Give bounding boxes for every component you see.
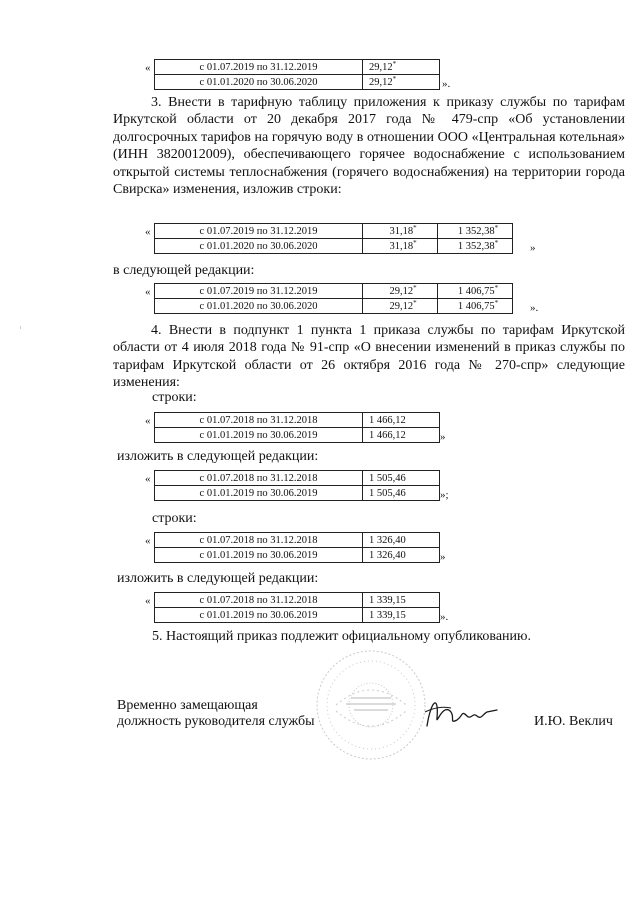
scan-mark — [20, 326, 21, 329]
value-cell: 31,18* — [363, 239, 438, 254]
table-row — [155, 284, 513, 299]
table-row — [155, 548, 440, 563]
new-edition-label: в следующей редакции: — [113, 263, 255, 278]
close-quote: ». — [442, 78, 451, 90]
close-quote: »; — [440, 489, 449, 501]
value-cell: 1 466,12 — [363, 428, 440, 443]
table-row — [155, 533, 440, 548]
period-cell: с 01.07.2018 по 31.12.2018 — [155, 593, 363, 608]
period-cell: с 01.07.2018 по 31.12.2018 — [155, 413, 363, 428]
table-row — [155, 608, 440, 623]
value-cell: 1 505,46 — [363, 471, 440, 486]
period-cell: с 01.01.2019 по 30.06.2019 — [155, 428, 363, 443]
value-cell: 1 406,75* — [438, 299, 513, 314]
open-quote: « — [145, 286, 151, 298]
value-cell: 1 466,12 — [363, 413, 440, 428]
rows-label: строки: — [152, 390, 197, 405]
open-quote: « — [145, 595, 151, 607]
tariff-table-4a — [154, 412, 440, 443]
table-row — [155, 413, 440, 428]
close-quote: » — [440, 431, 446, 443]
value-cell: 29,12* — [363, 75, 440, 90]
close-quote: » — [530, 242, 536, 254]
value-cell: 1 352,38* — [438, 239, 513, 254]
paragraph-number: 3. — [151, 95, 162, 110]
table-row — [155, 60, 440, 75]
open-quote: « — [145, 535, 151, 547]
value-cell: 29,12* — [363, 60, 440, 75]
value-cell: 29,12* — [363, 284, 438, 299]
signer-position-line2: должность руководителя службы — [117, 714, 315, 729]
paragraph-text: Внести в подпункт 1 пункта 1 приказа службы по тарифам Иркутской области от 4 июля 2018 года № 91-спр «О внесении изменений в приказ службы по тарифам Иркутской области от 26 октября 2016 года № 270-спр» следующие изменения: — [113, 323, 625, 391]
table-row — [155, 75, 440, 90]
period-cell: с 01.01.2019 по 30.06.2019 — [155, 608, 363, 623]
period-cell: с 01.01.2019 по 30.06.2019 — [155, 486, 363, 501]
value-cell: 1 326,40 — [363, 548, 440, 563]
tariff-table-0 — [154, 59, 440, 90]
table-row — [155, 593, 440, 608]
paragraph-number: 4. — [151, 323, 162, 338]
tariff-table-3b — [154, 283, 513, 314]
new-edition-label: изложить в следующей редакции: — [117, 449, 319, 464]
value-cell: 1 339,15 — [363, 593, 440, 608]
period-cell: с 01.01.2020 по 30.06.2020 — [155, 239, 363, 254]
paragraph-3 — [113, 94, 625, 198]
value-cell: 29,12* — [363, 299, 438, 314]
paragraph-4 — [113, 322, 625, 392]
new-edition-label: изложить в следующей редакции: — [117, 571, 319, 586]
close-quote: ». — [440, 611, 449, 623]
table-row — [155, 471, 440, 486]
open-quote: « — [145, 62, 151, 74]
close-quote: ». — [530, 302, 539, 314]
open-quote: « — [145, 473, 151, 485]
table-row — [155, 428, 440, 443]
period-cell: с 01.01.2019 по 30.06.2019 — [155, 548, 363, 563]
paragraph-text: Внести в тарифную таблицу приложения к приказу службы по тарифам Иркутской области от 20 декабря 2017 года № 479-спр «Об установлении долгосрочных тарифов на горячую воду в отношении ООО «Центральная котельная» (ИНН 3820012009), обеспечивающего горячее водоснабжение с использованием открытой системы теплоснабжения (горячего водоснабжения) на территории города Свирска» изменения, изложив строки: — [113, 95, 625, 198]
period-cell: с 01.07.2019 по 31.12.2019 — [155, 60, 363, 75]
tariff-table-4b — [154, 470, 440, 501]
period-cell: с 01.07.2018 по 31.12.2018 — [155, 471, 363, 486]
value-cell: 1 352,38* — [438, 224, 513, 239]
period-cell: с 01.07.2019 по 31.12.2019 — [155, 224, 363, 239]
rows-label: строки: — [152, 511, 197, 526]
period-cell: с 01.07.2018 по 31.12.2018 — [155, 533, 363, 548]
value-cell: 1 505,46 — [363, 486, 440, 501]
tariff-table-4c — [154, 532, 440, 563]
table-row — [155, 299, 513, 314]
handwritten-signature — [421, 690, 501, 735]
value-cell: 1 326,40 — [363, 533, 440, 548]
signer-position-line1: Временно замещающая — [117, 698, 258, 713]
tariff-table-3a — [154, 223, 513, 254]
close-quote: » — [440, 551, 446, 563]
signer-name: И.Ю. Веклич — [534, 714, 613, 729]
value-cell: 1 339,15 — [363, 608, 440, 623]
period-cell: с 01.01.2020 по 30.06.2020 — [155, 299, 363, 314]
table-row — [155, 224, 513, 239]
table-row — [155, 239, 513, 254]
value-cell: 31,18* — [363, 224, 438, 239]
open-quote: « — [145, 226, 151, 238]
paragraph-5: 5. Настоящий приказ подлежит официальному опубликованию. — [152, 629, 531, 644]
open-quote: « — [145, 415, 151, 427]
period-cell: с 01.07.2019 по 31.12.2019 — [155, 284, 363, 299]
value-cell: 1 406,75* — [438, 284, 513, 299]
tariff-table-4d — [154, 592, 440, 623]
period-cell: с 01.01.2020 по 30.06.2020 — [155, 75, 363, 90]
table-row — [155, 486, 440, 501]
